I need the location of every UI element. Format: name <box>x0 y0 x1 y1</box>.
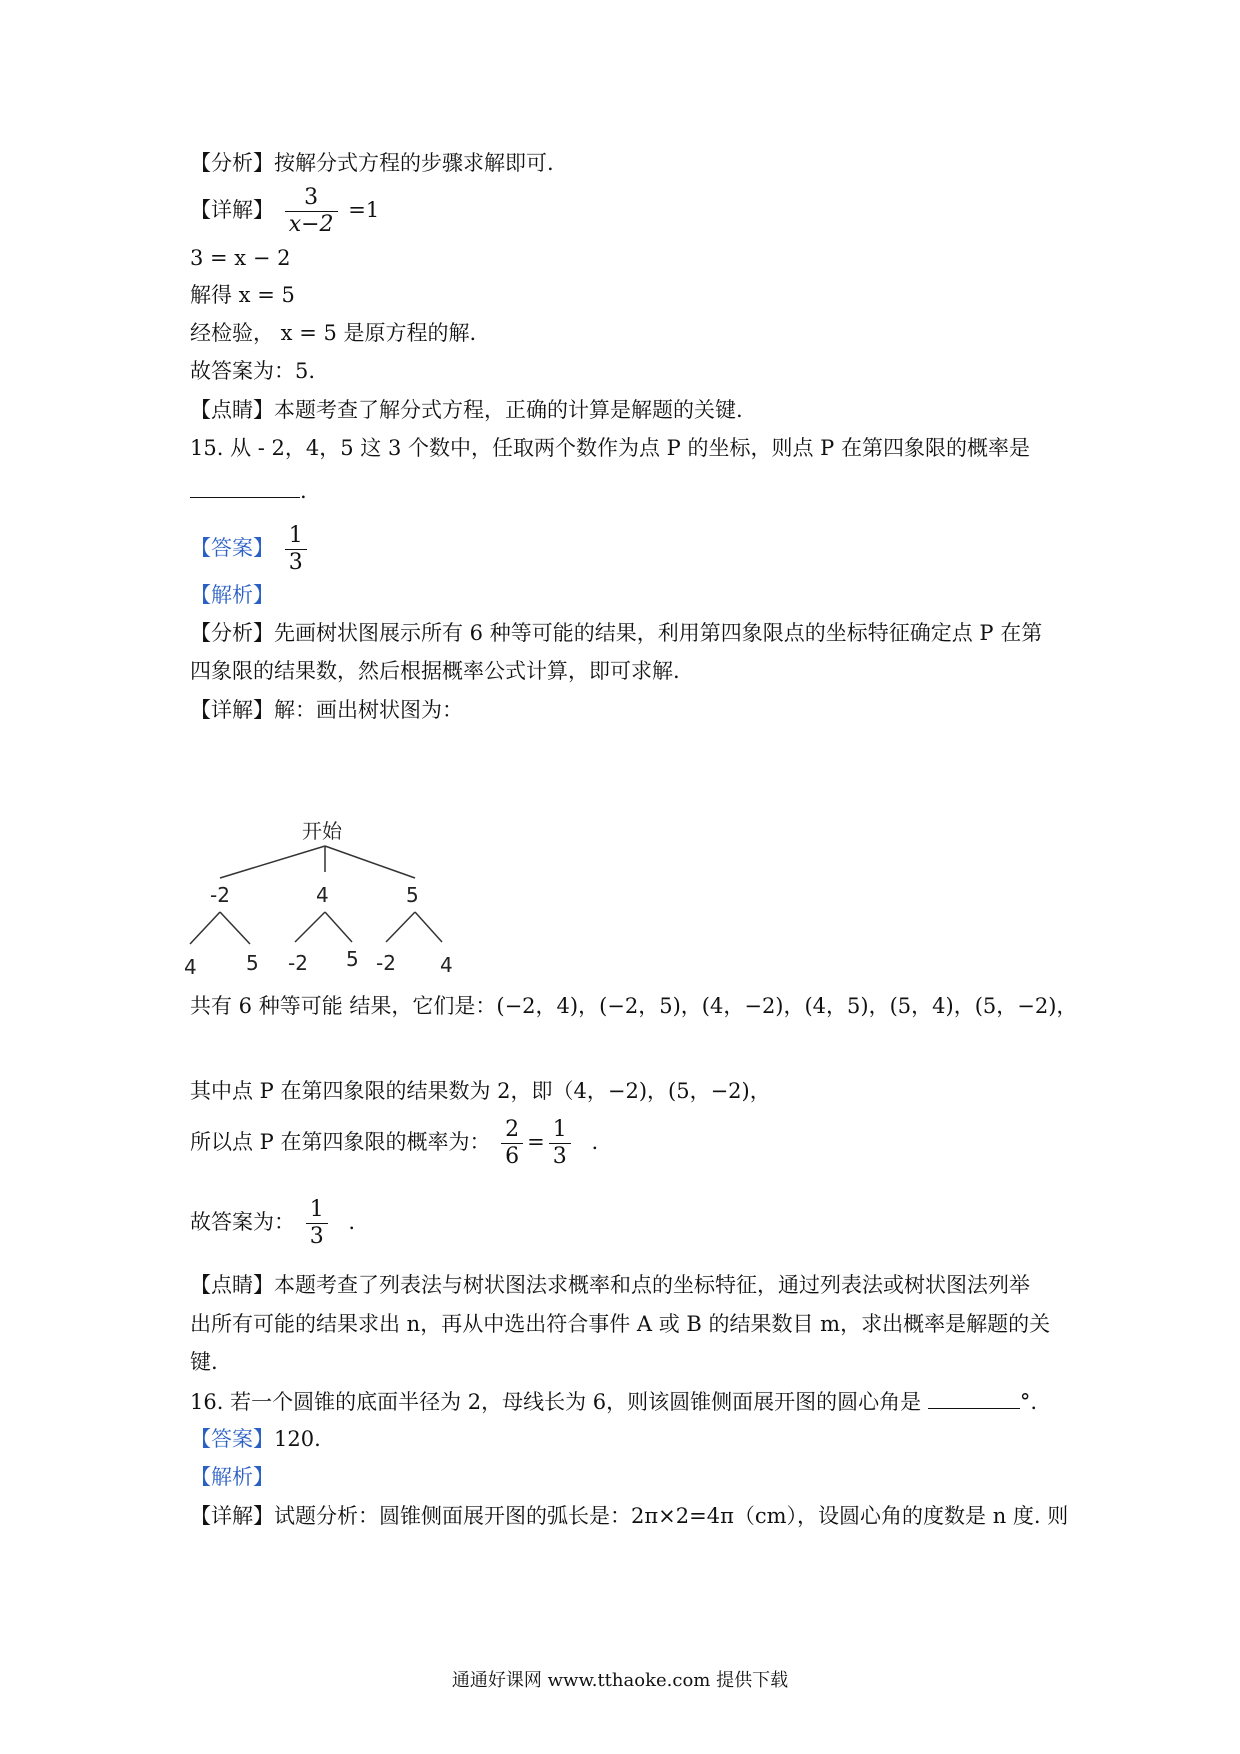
detail-15: 【详解】解：画出树状图为： <box>190 698 463 722</box>
period: . <box>300 479 307 503</box>
period: . <box>591 1130 599 1154</box>
detail-16: 【详解】试题分析：圆锥侧面展开图的弧长是：2π×2=4π（cm），设圆心角的度数是 n 度. 则 <box>190 1504 1069 1528</box>
fraction-denominator: 3 <box>306 1223 328 1250</box>
analysis-line: 【分析】按解分式方程的步骤求解即可. <box>190 151 554 175</box>
tree-leaf-0-1: 5 <box>246 951 259 975</box>
fraction-numerator: 3 <box>304 185 319 210</box>
fraction-denominator: 3 <box>549 1143 571 1170</box>
probability-prefix: 所以点 P 在第四象限的概率为： <box>190 1130 491 1154</box>
jiexi-label-15: 【解析】 <box>190 583 274 607</box>
final-answer-15 <box>190 1192 355 1252</box>
fraction-numerator: 1 <box>309 1197 324 1222</box>
tree-node-l1-1: 4 <box>316 883 329 907</box>
tree-node-l1-2: 5 <box>406 883 419 907</box>
tree-leaf-2-1: 4 <box>440 953 453 977</box>
answer-16 <box>190 1424 321 1454</box>
answer-blank <box>190 475 300 498</box>
fourth-quadrant-outcomes: 其中点 P 在第四象限的结果数为 2，即（4，−2)，(5，−2)， <box>190 1079 771 1103</box>
analysis-15-b: 四象限的结果数，然后根据概率公式计算，即可求解. <box>190 659 680 683</box>
answer-blank <box>928 1386 1020 1409</box>
final-answer-prefix: 故答案为： <box>190 1210 295 1234</box>
comment-line: 【点睛】本题考查了解分式方程，正确的计算是解题的关键. <box>190 398 743 422</box>
answer-label: 【答案】 <box>190 1427 274 1451</box>
check-line: 经检验， x = 5 是原方程的解. <box>190 321 477 345</box>
comment-15-c: 键. <box>190 1350 218 1374</box>
answer-15 <box>190 518 311 578</box>
question-15-blank-line <box>190 475 307 506</box>
jiexi-label-16: 【解析】 <box>190 1465 274 1489</box>
period: . <box>348 1210 356 1234</box>
question-16 <box>190 1386 1037 1417</box>
degree-sign: °. <box>1019 1390 1038 1414</box>
step-line-2: 解得 x = 5 <box>190 283 295 307</box>
tree-root: 开始 <box>302 819 342 843</box>
answer-label: 【答案】 <box>190 536 274 560</box>
question-15: 15. 从 - 2，4，5 这 3 个数中，任取两个数作为点 P 的坐标，则点 P 在第四象限的概率是 <box>190 436 1030 460</box>
comment-15-a: 【点睛】本题考查了列表法与树状图法求概率和点的坐标特征，通过列表法或树状图法列举 <box>190 1273 1030 1297</box>
fraction-numerator: 1 <box>288 523 303 548</box>
question-16-text: 16. 若一个圆锥的底面半径为 2，母线长为 6，则该圆锥侧面展开图的圆心角是 <box>190 1390 922 1414</box>
tree-node-l1-0: -2 <box>210 883 230 907</box>
page-footer: 通通好课网 www.tthaoke.com 提供下载 <box>451 1670 789 1691</box>
equals-sign: = <box>527 1130 545 1154</box>
tree-leaf-1-1: 5 <box>346 947 359 971</box>
answer-value: 120. <box>274 1427 321 1451</box>
tree-leaf-2-0: -2 <box>376 951 396 975</box>
step-line-1: 3 = x − 2 <box>190 246 291 270</box>
probability-line <box>190 1112 598 1172</box>
comment-15-b: 出所有可能的结果求出 n，再从中选出符合事件 A 或 B 的结果数目 m，求出概率是解题的关 <box>190 1312 1051 1336</box>
answer-line: 故答案为：5. <box>190 359 316 383</box>
fraction-numerator: 1 <box>552 1117 567 1142</box>
tree-diagram <box>184 812 510 992</box>
final-answer-fraction <box>306 1197 328 1250</box>
equation-fraction <box>285 185 338 238</box>
analysis-15-a: 【分析】先画树状图展示所有 6 种等可能的结果，利用第四象限点的坐标特征确定点 P 在第 <box>190 621 1043 645</box>
detail-equation-line <box>190 180 379 240</box>
answer-fraction <box>285 523 307 576</box>
fraction-numerator: 2 <box>505 1117 520 1142</box>
fraction-denominator: 3 <box>285 549 307 576</box>
probability-fraction-1 <box>501 1117 523 1170</box>
fraction-denominator: x−2 <box>285 211 338 238</box>
detail-label: 【详解】 <box>190 198 274 222</box>
fraction-denominator: 6 <box>501 1143 523 1170</box>
tree-leaf-1-0: -2 <box>288 951 308 975</box>
probability-fraction-2 <box>549 1117 571 1170</box>
equation-rhs: =1 <box>348 198 380 222</box>
all-outcomes: 共有 6 种等可能 结果，它们是：(−2，4)，(−2，5)，(4，−2)，(4，5)，(5，4)，(5，−2)， <box>190 994 1078 1018</box>
tree-leaf-0-0: 4 <box>184 955 197 979</box>
